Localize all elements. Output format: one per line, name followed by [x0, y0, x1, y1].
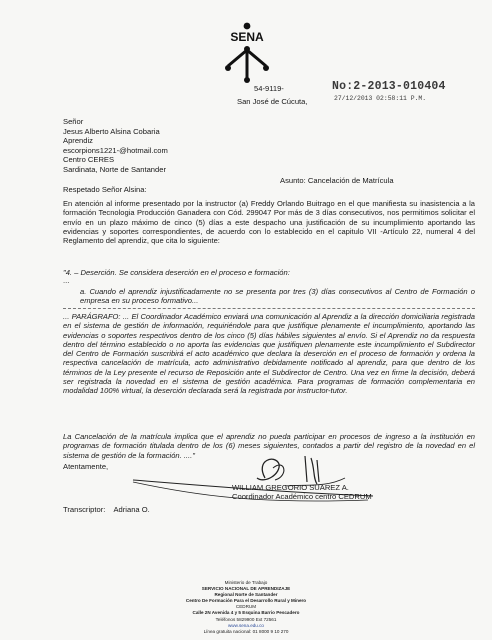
- recipient-center: Centro CERES: [63, 155, 115, 165]
- quote-ellipsis: ...: [63, 276, 70, 285]
- signatory-title: Coordinador Académico centro CEDRUM: [232, 492, 372, 501]
- radicado-datetime: 27/12/2013 02:58:11 P.M.: [334, 95, 427, 102]
- recipient-name: Jesus Alberto Alsina Cobaria: [63, 126, 160, 136]
- salutation: Respetado Señor Alsina:: [63, 185, 147, 194]
- footer-phone: Teléfonos 5829900 Ext 72561: [215, 616, 277, 622]
- footer-center-code: CEDRUM: [235, 604, 257, 610]
- sena-logo-text: SENA: [230, 30, 264, 44]
- quote-separator: [63, 308, 475, 309]
- recipient-block: [63, 117, 168, 175]
- transcriptor-line: [63, 505, 150, 515]
- footer-website: www.sena.edu.co: [227, 622, 264, 628]
- signatory-name: WILLIAM GREGORIO SUAREZ A.: [232, 483, 349, 492]
- footer-address: Calle 2N Avenida 4 y 5 Esquina Barrio Pescadero: [192, 610, 300, 616]
- quote-item-a: a. Cuando el aprendiz injustificadamente no se presenta por tres (3) días consecutivos al Centro de Formación o empresa en su proceso formativo...: [80, 287, 475, 306]
- footer-block: [120, 580, 372, 635]
- footer-hotline: Línea gratuita nacional: 01 8000 9 10 270: [203, 628, 289, 634]
- radicado-number: No:2-2013-010404: [332, 80, 446, 93]
- recipient-role: Aprendiz: [63, 136, 93, 146]
- paragrafo-text: ... PARÁGRAFO: ... El Coordinador Académico enviará una comunicación al Aprendiz a la dirección domiciliaria registrada en el sistema de gestión de información, requiriéndole para que justifique plenamente el incumplimiento, aportando las evidencias o soportes respectivos dentro de los cinco (5) días hábiles siguientes al envío. Si el Aprendiz no da respuesta dentro del término establecido o no aporta las evidencias que justifiquen plenamente este incumplimiento el Subdirector del Centro de Formación suscribirá el acto académico que declara la deserción en el proceso de formación y ordena la respectiva cancelación de matrícula, acto administrativo debidamente notificado al aprendiz, para que dentro de los términos de la Ley presente el recurso de Reposición ante el Subdirector de Centro. Una vez en firme la decisión, deberá ser registrada la novedad en el sistema de gestión académica. Para programas de formación complementaria en modalidad 100% virtual, la deserción declarada será la registrada por instructor-tutor.: [63, 312, 475, 396]
- transcriptor-name: Adriana O.: [113, 505, 150, 514]
- city-date-line: San José de Cúcuta,: [237, 97, 308, 106]
- footer-ministry: Ministerio de Trabajo: [224, 580, 268, 585]
- sena-logo: [212, 22, 282, 86]
- reference-number: 54-9119-: [254, 84, 284, 93]
- footer-institution: SERVICIO NACIONAL DE APRENDIZAJE: [201, 586, 291, 592]
- recipient-salutation-title: Señor: [63, 117, 84, 126]
- cancelacion-text: La Cancelación de la matrícula implica que el aprendiz no pueda participar en procesos de ingreso a la institución en programas de formación titulada dentro de los (6) meses siguientes, contados a partir del registro de la novedad en el sistema de gestión de la formación. ....": [63, 432, 475, 460]
- transcriptor-label: Transcriptor:: [63, 505, 106, 514]
- recipient-location: Sardinata, Norte de Santander: [63, 164, 167, 174]
- sena-logo-mark: [212, 22, 282, 86]
- recipient-email: escorpions1221-@hotmail.com: [63, 145, 168, 155]
- body-paragraph-1: En atención al informe presentado por la instructor (a) Freddy Orlando Buitrago en el que manifiesta su inasistencia a la formación Tecnologia Producción Ganadera con Cód. 299047 Por más de 3 días consecutivos, nos permitimos solicitar el envío en un plazo máximo de cinco (5) días a este despacho una justificación de su incumplimiento aportando las evidencias y soportes correspondientes, de acuerdo con lo establecido en el capitulo VII -Artículo 22, numeral 4 del Reglamento del aprendiz, que cita lo siguiente:: [63, 199, 475, 246]
- footer-regional: Regional Norte de Santander: [214, 592, 278, 598]
- quote-heading: "4. – Deserción. Se considera deserción en el proceso e formación:: [63, 268, 290, 277]
- subject-line: Asunto: Cancelación de Matrícula: [280, 176, 394, 185]
- closing: Atentamente,: [63, 462, 109, 471]
- footer-center: Centro De Formación Para el Desarrollo Rural y Minero: [185, 598, 307, 604]
